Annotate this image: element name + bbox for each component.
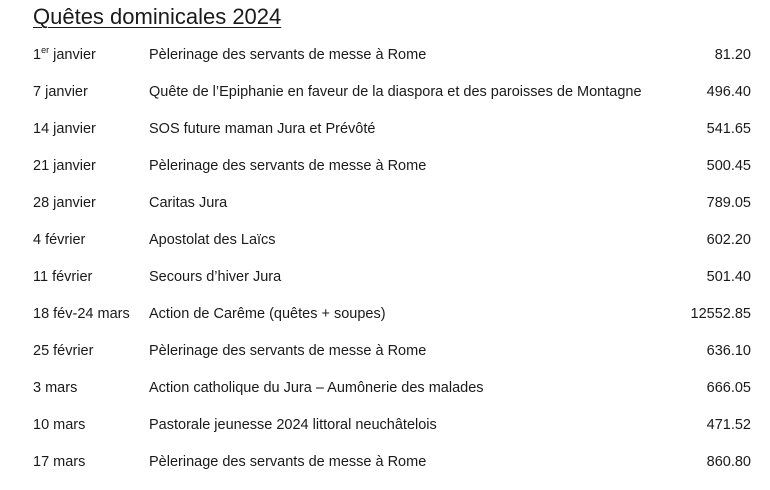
- page-title: Quêtes dominicales 2024: [33, 4, 282, 29]
- collection-row: [0, 229, 770, 251]
- collection-date: 11 février: [33, 269, 93, 285]
- collection-amount: 541.65: [706, 121, 751, 137]
- collection-amount: 81.20: [714, 47, 751, 63]
- collection-description: Action catholique du Jura – Aumônerie des malades: [149, 380, 484, 396]
- collection-description: Pèlerinage des servants de messe à Rome: [149, 47, 427, 63]
- collection-amount: 602.20: [706, 232, 751, 248]
- collection-row: [0, 155, 770, 177]
- collections-list: [0, 44, 770, 488]
- collection-date: 17 mars: [33, 454, 86, 470]
- collection-amount: 860.80: [706, 454, 751, 470]
- collection-amount: 471.52: [706, 417, 751, 433]
- collection-row: [0, 44, 770, 66]
- collection-date: 25 février: [33, 343, 94, 359]
- collection-row: [0, 451, 770, 473]
- collection-row: [0, 414, 770, 436]
- collection-date: 7 janvier: [33, 84, 88, 100]
- collection-date: 4 février: [33, 232, 86, 248]
- collection-row: [0, 303, 770, 325]
- collection-date: 21 janvier: [33, 158, 96, 174]
- collection-amount: 500.45: [706, 158, 751, 174]
- collection-row: [0, 340, 770, 362]
- collection-date: 14 janvier: [33, 121, 96, 137]
- collection-row: [0, 118, 770, 140]
- collection-row: [0, 266, 770, 288]
- collection-description: Pèlerinage des servants de messe à Rome: [149, 454, 427, 470]
- collection-date: 28 janvier: [33, 195, 96, 211]
- collection-row: [0, 192, 770, 214]
- collection-description: Quête de l’Epiphanie en faveur de la diaspora et des paroisses de Montagne: [149, 84, 642, 100]
- collection-amount: 12552.85: [690, 306, 751, 322]
- collection-description: Secours d’hiver Jura: [149, 269, 282, 285]
- collection-description: Pèlerinage des servants de messe à Rome: [149, 343, 427, 359]
- collection-date: 3 mars: [33, 380, 78, 396]
- collection-row: [0, 81, 770, 103]
- collection-description: SOS future maman Jura et Prévôté: [149, 121, 376, 137]
- collection-date: 18 fév-24 mars: [33, 306, 130, 322]
- collection-amount: 789.05: [706, 195, 751, 211]
- collection-row: [0, 377, 770, 399]
- collection-amount: 501.40: [706, 269, 751, 285]
- collection-amount: 666.05: [706, 380, 751, 396]
- collection-date: 1er janvier: [33, 45, 96, 63]
- collection-date: 10 mars: [33, 417, 86, 433]
- collection-description: Apostolat des Laïcs: [149, 232, 276, 248]
- collection-description: Action de Carême (quêtes + soupes): [149, 306, 386, 322]
- collection-amount: 496.40: [706, 84, 751, 100]
- collection-amount: 636.10: [706, 343, 751, 359]
- collection-description: Pastorale jeunesse 2024 littoral neuchâtelois: [149, 417, 437, 433]
- collection-description: Caritas Jura: [149, 195, 228, 211]
- collection-description: Pèlerinage des servants de messe à Rome: [149, 158, 427, 174]
